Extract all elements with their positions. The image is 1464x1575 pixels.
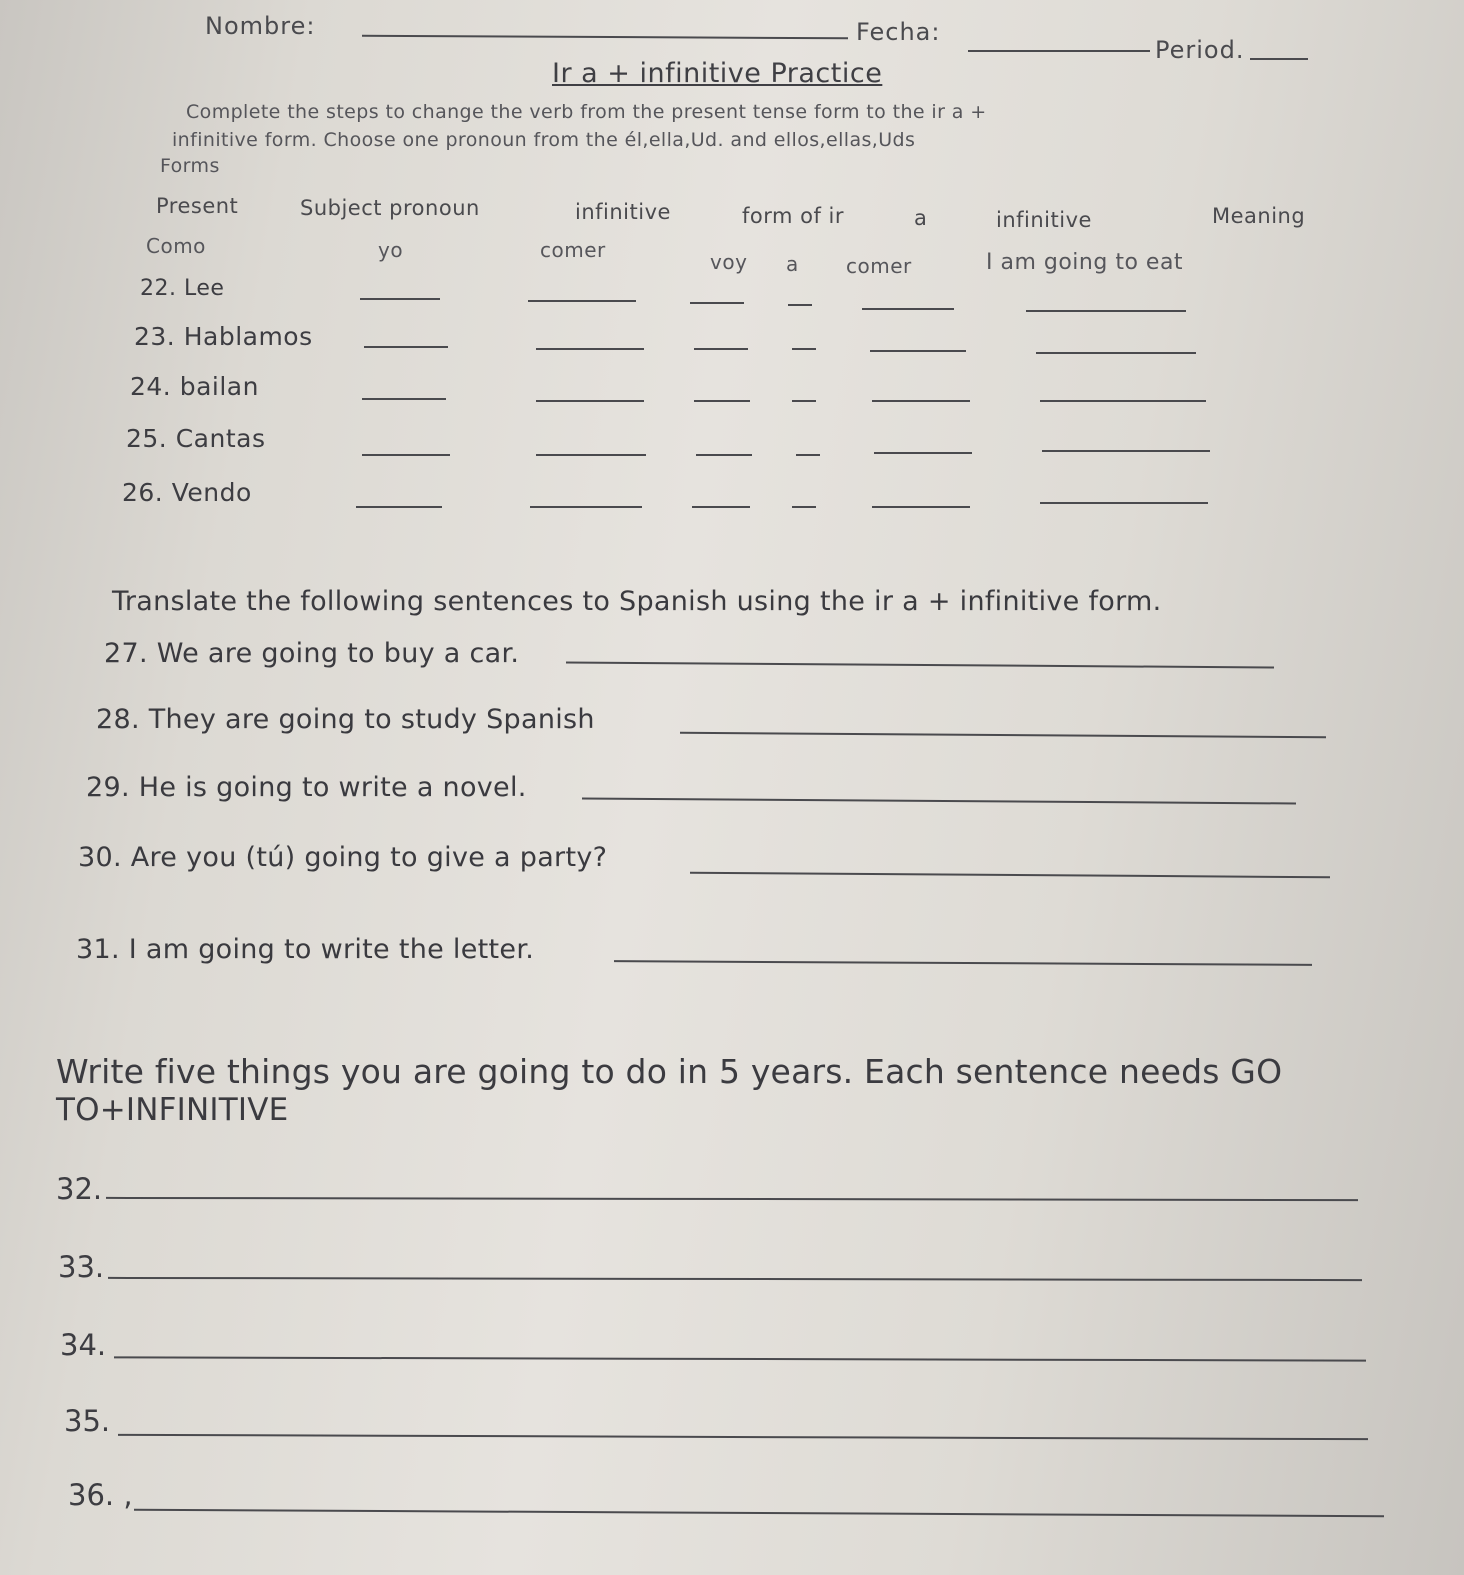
row-label-25: 25. Cantas bbox=[126, 424, 266, 453]
example-infinitive: comer bbox=[540, 238, 606, 262]
page-title: Ir a + infinitive Practice bbox=[552, 58, 883, 89]
col-a: a bbox=[914, 206, 928, 230]
five-things-heading-line-2: TO+INFINITIVE bbox=[56, 1092, 289, 1128]
translate-heading: Translate the following sentences to Spanish using the ir a + infinitive form. bbox=[112, 586, 1162, 617]
row-label-22: 22. Lee bbox=[140, 276, 225, 301]
row-label-23: 23. Hablamos bbox=[134, 322, 313, 351]
example-pronoun: yo bbox=[378, 238, 404, 262]
instructions-line-3: Forms bbox=[160, 155, 220, 177]
blank-a[interactable] bbox=[796, 454, 820, 456]
example-present: Como bbox=[146, 234, 206, 258]
item-number-35: 35. bbox=[64, 1404, 111, 1438]
example-ir-form: voy bbox=[710, 250, 748, 274]
translate-item-27: 27. We are going to buy a car. bbox=[104, 638, 520, 669]
blank-infinitive[interactable] bbox=[536, 454, 646, 456]
blank-infinitive-2[interactable] bbox=[872, 400, 970, 402]
translate-item-31: 31. I am going to write the letter. bbox=[76, 934, 535, 965]
blank-infinitive[interactable] bbox=[530, 506, 642, 508]
answer-blank-34[interactable] bbox=[114, 1356, 1366, 1361]
blank-infinitive[interactable] bbox=[528, 300, 636, 302]
answer-blank-31[interactable] bbox=[614, 960, 1312, 966]
blank-meaning[interactable] bbox=[1040, 400, 1206, 402]
blank-a[interactable] bbox=[792, 506, 816, 508]
col-present: Present bbox=[156, 194, 239, 218]
example-a: a bbox=[786, 252, 799, 276]
blank-pronoun[interactable] bbox=[362, 454, 450, 456]
answer-blank-29[interactable] bbox=[582, 798, 1296, 805]
blank-meaning[interactable] bbox=[1042, 450, 1210, 452]
blank-meaning[interactable] bbox=[1026, 310, 1186, 312]
col-meaning: Meaning bbox=[1212, 204, 1306, 228]
period-label: Period. bbox=[1155, 36, 1245, 64]
blank-a[interactable] bbox=[792, 400, 816, 402]
answer-blank-33[interactable] bbox=[108, 1277, 1362, 1281]
answer-blank-30[interactable] bbox=[690, 872, 1330, 878]
blank-pronoun[interactable] bbox=[362, 398, 446, 400]
blank-pronoun[interactable] bbox=[356, 506, 442, 508]
blank-infinitive-2[interactable] bbox=[874, 452, 972, 454]
blank-a[interactable] bbox=[792, 348, 816, 350]
blank-ir-form[interactable] bbox=[690, 302, 744, 304]
blank-infinitive[interactable] bbox=[536, 400, 644, 402]
item-number-33: 33. bbox=[58, 1250, 105, 1284]
blank-a[interactable] bbox=[788, 304, 812, 306]
period-blank[interactable] bbox=[1250, 58, 1308, 60]
blank-infinitive[interactable] bbox=[536, 348, 644, 350]
col-form-of-ir: form of ir bbox=[742, 204, 845, 228]
blank-infinitive-2[interactable] bbox=[862, 308, 954, 310]
answer-blank-27[interactable] bbox=[566, 662, 1274, 669]
blank-ir-form[interactable] bbox=[696, 454, 752, 456]
translate-item-30: 30. Are you (tú) going to give a party? bbox=[78, 842, 608, 873]
blank-ir-form[interactable] bbox=[692, 506, 750, 508]
blank-ir-form[interactable] bbox=[694, 348, 748, 350]
name-blank[interactable] bbox=[362, 35, 848, 40]
col-infinitive-2: infinitive bbox=[996, 208, 1092, 232]
instructions-line-2: infinitive form. Choose one pronoun from the él,ella,Ud. and ellos,ellas,Uds bbox=[172, 129, 916, 151]
date-label: Fecha: bbox=[856, 18, 941, 46]
col-infinitive: infinitive bbox=[575, 200, 671, 224]
example-meaning: I am going to eat bbox=[986, 250, 1184, 275]
answer-blank-32[interactable] bbox=[106, 1197, 1358, 1201]
instructions-line-1: Complete the steps to change the verb from the present tense form to the ir a + bbox=[186, 101, 987, 123]
five-things-heading-line-1: Write five things you are going to do in 5 years. Each sentence needs GO bbox=[56, 1052, 1283, 1091]
example-infinitive-2: comer bbox=[846, 254, 912, 278]
blank-pronoun[interactable] bbox=[364, 346, 448, 348]
blank-pronoun[interactable] bbox=[360, 298, 440, 300]
name-label: Nombre: bbox=[205, 12, 316, 40]
blank-infinitive-2[interactable] bbox=[872, 506, 970, 508]
item-number-32: 32. bbox=[56, 1172, 103, 1206]
row-label-26: 26. Vendo bbox=[122, 478, 252, 507]
answer-blank-28[interactable] bbox=[680, 732, 1326, 739]
answer-blank-36[interactable] bbox=[134, 1509, 1384, 1518]
item-number-36: 36. , bbox=[68, 1478, 133, 1512]
answer-blank-35[interactable] bbox=[118, 1434, 1368, 1440]
item-number-34: 34. bbox=[60, 1328, 107, 1362]
blank-ir-form[interactable] bbox=[694, 400, 750, 402]
blank-infinitive-2[interactable] bbox=[870, 350, 966, 352]
translate-item-29: 29. He is going to write a novel. bbox=[86, 772, 527, 803]
blank-meaning[interactable] bbox=[1036, 352, 1196, 354]
date-blank[interactable] bbox=[968, 50, 1150, 52]
row-label-24: 24. bailan bbox=[130, 372, 259, 401]
blank-meaning[interactable] bbox=[1040, 502, 1208, 504]
col-subject-pronoun: Subject pronoun bbox=[300, 196, 480, 220]
translate-item-28: 28. They are going to study Spanish bbox=[96, 704, 595, 735]
